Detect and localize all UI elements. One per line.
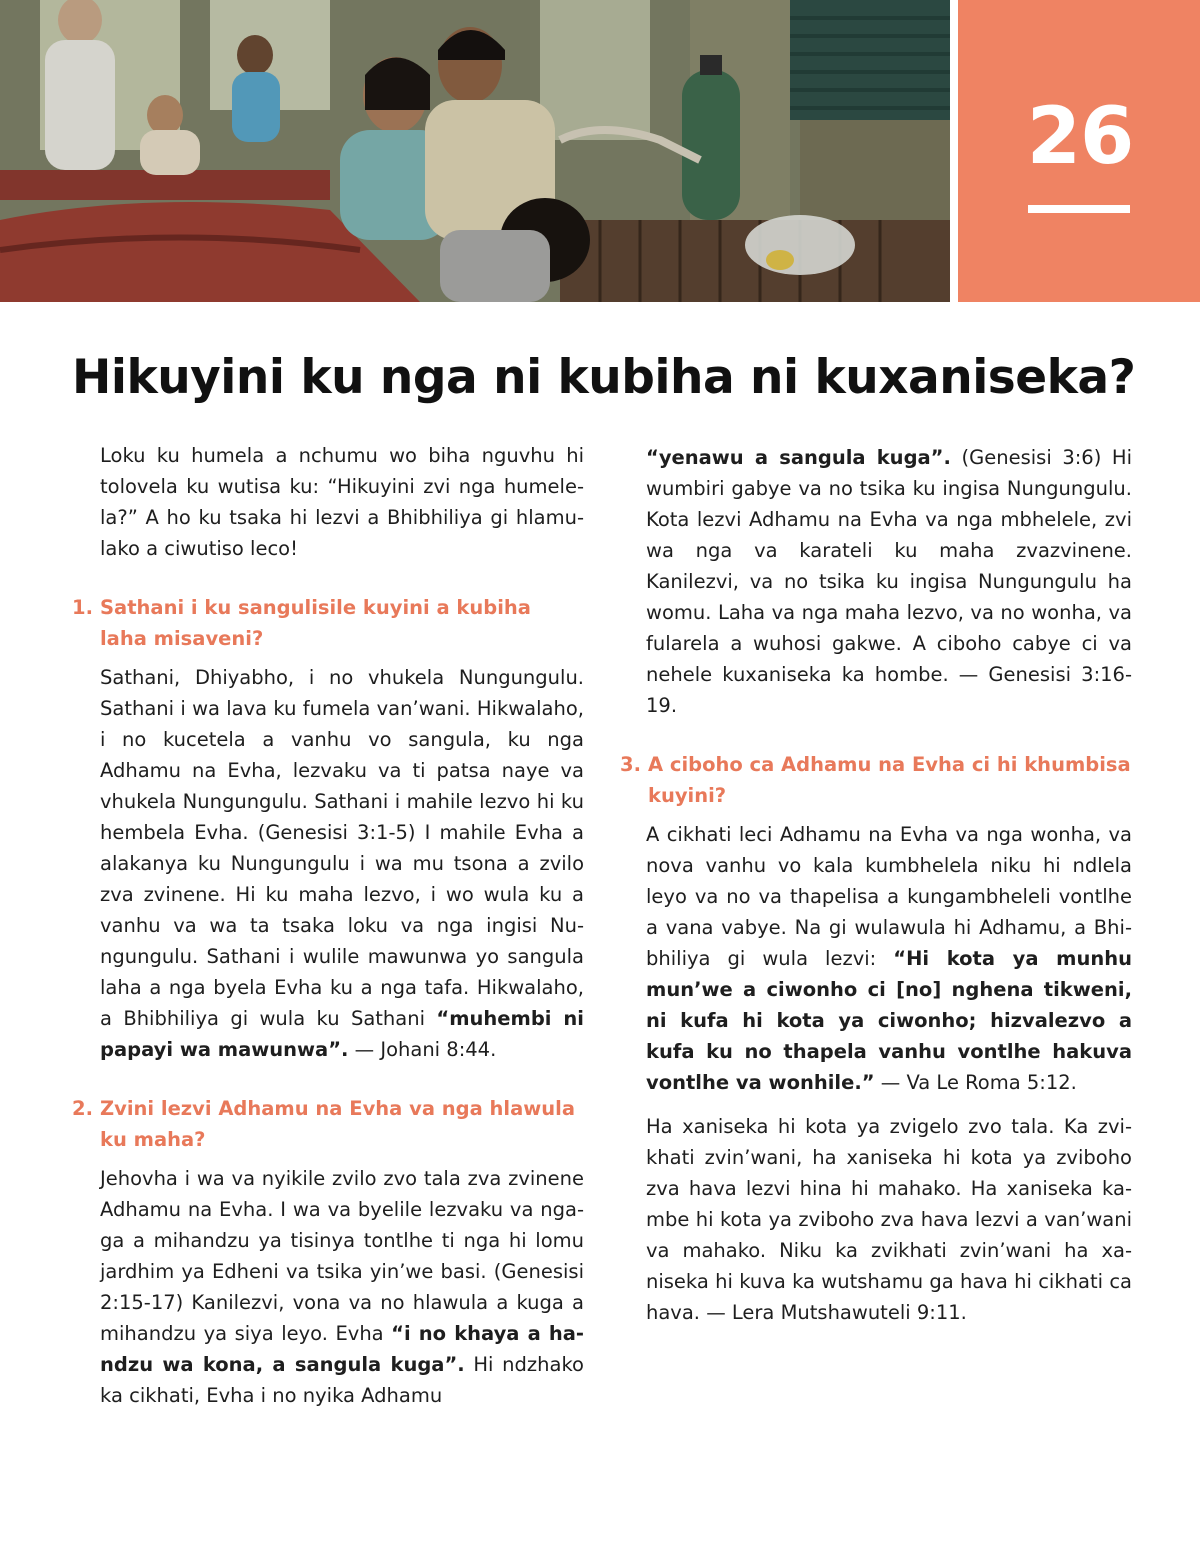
question-1-text: Sathani, Dhiyabho, i no vhukela Nungungulu. Sathani i wa lava ku fumela van’wani. Hikwalaho, i no kucetela a vanhu vo sangula, ku nga Adhamu na Evha, lezvaku va ti patsa naye va vhukela Nungungulu. Sathani i mahile lezvo hi ku hembela Evha. (Genesisi 3:1-5) I mahile Evha a alakanya ku Nungungulu i wa mu tsona a zvilo zva zvinene. Hi ku maha lezvo, i wo wula ku a vanhu va wa ta tsaka loku va nga ingisi Nungungulu. Sathani i wulile mawunwa yo sangula laha a nga byela Evha ku a nga tafa. Hikwalaho, a Bhibhiliya gi wula ku Sathani — [100, 666, 584, 1030]
question-2-heading — [72, 1093, 584, 1155]
question-2-text-3: (Genesisi 3:6) Hi wumbiri gabye va no tsika ku ingisa Nungungulu. Kota lezvi Adhamu na Evha va nga mbhelele, zvi wa nga va karateli ku maha zvazvinene. Kanilezvi, va no tsika ku ingisa Nungungulu ha womu. Laha va nga maha lezvo, va no wonha, va fularela a wuhosi gakwe. A ciboho cabye ci va nehele kuxaniseka ka hombe. — Genesisi 3:16-19. — [646, 446, 1132, 717]
hero-photo — [0, 0, 950, 302]
page-title: Hikuyini ku nga ni kubiha ni kuxaniseka? — [72, 350, 1136, 405]
question-3-reference: — Va Le Roma 5:12. — [874, 1071, 1077, 1094]
question-2-text-2: Hi ndzhako ka cikhati, Evha i no nyika Adhamu — [100, 1353, 584, 1407]
question-3-heading — [620, 749, 1132, 811]
question-1-quote: “muhembi ni papayi wa mawunwa”. — [100, 1007, 584, 1061]
question-2-quote-1: “i no khaya a handzu wa kona, a sangula kuga”. — [100, 1322, 584, 1376]
question-3-paragraph-2: Ha xaniseka hi kota ya zvigelo zvo tala. Ka zvikhati zvin’wani, ha xaniseka hi kota ya zviboho zva hava lezvi hina hi mahako. Ha xaniseka kambe hi kota ya zviboho zva hava lezvi a van’wani va mahako. Niku ka zvikhati zvin’wani ha xaniseka hi kuva ka wutshamu ga hava hi cikhati ca hava. — Lera Mutshawuteli 9:11. — [646, 1115, 1132, 1324]
question-2-quote-2: “yenawu a sangula kuga”. — [646, 446, 951, 469]
question-3-quote: “Hi kota ya munhu mun’we a ciwonho ci [no] nghena tikweni, ni kufa hi kota ya ciwonho; hizvalezvo a kufa ku no thapela vanhu vontlhe hakuva vontlhe va wonhile.” — [646, 947, 1132, 1094]
question-1-heading — [72, 592, 584, 654]
question-2-paragraph-continued — [620, 442, 1132, 721]
question-1-paragraph — [72, 662, 584, 1065]
left-column — [72, 440, 584, 1424]
question-2-text: Jehovha i wa va nyikile zvilo zvo tala zva zvinene Adhamu na Evha. I wa va byelile lezvaku va ngaga a mihandzu ya tisinya tontlhe ti nga hi lomu jardhim ya Edheni va tsika yin’we basi. (Genesisi 2:15-17) Kanilezvi, vona va no hlawula a kuga a mihandzu ya siya leyo. Evha — [100, 1167, 584, 1345]
intro-paragraph: Loku ku humela a nchumu wo biha nguvhu hi tolovela ku wutisa ku: “Hikuyini zvi nga humelela?” A ho ku tsaka hi lezvi a Bhibhiliya gi hlamulako a ciwutiso leco! — [100, 444, 584, 560]
question-2-title: Zvini lezvi Adhamu na Evha va nga hlawula ku maha? — [100, 1097, 576, 1151]
chapter-number: 26 — [1026, 92, 1134, 182]
question-3-text: A cikhati leci Adhamu na Evha va nga wonha, va nova vanhu vo kala kumbhelela niku hi ndlela leyo va no va thapelisa a kungambheleli vontlhe a vana vabye. Na gi wulawula hi Adhamu, a Bhibhiliya gi wula lezvi: — [646, 823, 1132, 970]
question-1-reference: — Johani 8:44. — [348, 1038, 497, 1061]
question-3-number: 3. — [620, 753, 641, 776]
question-1-number: 1. — [72, 596, 93, 619]
question-3-paragraph — [620, 819, 1132, 1098]
right-column — [620, 440, 1132, 1341]
question-2-paragraph — [72, 1163, 584, 1411]
question-1-title: Sathani i ku sangulisile kuyini a kubiha laha misaveni? — [100, 596, 531, 650]
question-3-title: A ciboho ca Adhamu na Evha ci hi khumbisa kuyini? — [648, 753, 1131, 807]
question-2-number: 2. — [72, 1097, 93, 1120]
chapter-rule-divider — [1028, 205, 1130, 213]
